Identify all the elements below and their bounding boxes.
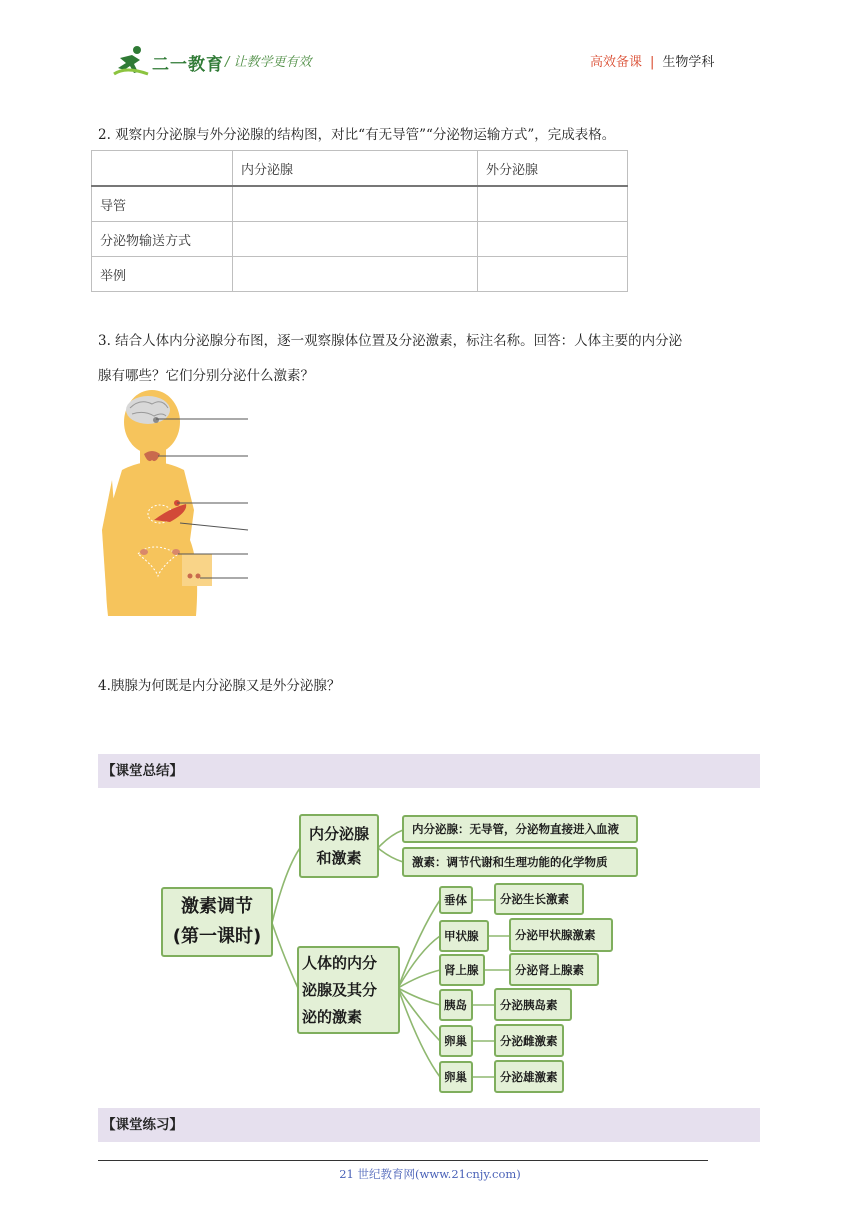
- header-separator: |: [650, 55, 655, 70]
- section-practice-heading: 【课堂练习】: [98, 1108, 760, 1142]
- mindmap-gland-node: 胰岛: [439, 989, 473, 1021]
- mindmap-hormone-node: 分泌甲状腺激素: [509, 918, 613, 952]
- mindmap-leaf-hormone-definition: 激素：调节代谢和生理功能的化学物质: [402, 847, 638, 877]
- mindmap-gland-node: 卵巢: [439, 1025, 473, 1057]
- mindmap-branch-line: 和激素: [316, 849, 362, 867]
- table-header-cell: 内分泌腺: [233, 151, 478, 187]
- brand-name: 二一教育: [152, 55, 224, 75]
- mindmap-branch-line: 人体的内分: [302, 953, 378, 972]
- table-row-label: 导管: [92, 186, 233, 222]
- mindmap-branch-line: 泌的激素: [302, 1007, 363, 1026]
- mindmap-branch-line: 泌腺及其分: [302, 980, 378, 999]
- mindmap-root-line-1: 激素调节: [181, 896, 253, 917]
- mindmap-hormone-node: 分泌胰岛素: [494, 988, 572, 1021]
- question-3-line-1: 3. 结合人体内分泌腺分布图，逐一观察腺体位置及分泌激素，标注名称。回答：人体主要的内分泌: [98, 333, 683, 349]
- table-header-cell: 外分泌腺: [478, 151, 628, 187]
- header-label-subject: 生物学科: [662, 55, 715, 70]
- mindmap-hormone-node: 分泌雌激素: [494, 1024, 564, 1057]
- mindmap-root-line-2: (第一课时): [172, 926, 262, 947]
- mindmap-gland-node: 垂体: [439, 886, 473, 914]
- question-4: 4.胰腺为何既是内分泌腺又是外分泌腺？: [98, 678, 341, 694]
- section-summary-heading: 【课堂总结】: [98, 754, 760, 788]
- mindmap-root: [161, 887, 273, 957]
- question-2: 2. 观察内分泌腺与外分泌腺的结构图，对比“有无导管”“分泌物运输方式”，完成表格。: [98, 127, 616, 143]
- mindmap-branch-line: 内分泌腺: [308, 825, 369, 843]
- table-row-label: 分泌物输送方式: [92, 222, 233, 257]
- mindmap-branch-human-glands: [297, 946, 400, 1034]
- mindmap-branch-glands-hormones: [299, 814, 379, 878]
- mindmap-hormone-node: 分泌雄激素: [494, 1060, 564, 1093]
- mindmap-gland-node: 肾上腺: [439, 954, 485, 986]
- brand-slogan: / 让教学更有效: [225, 55, 312, 70]
- mindmap-leaf-gland-definition: 内分泌腺：无导管，分泌物直接进入血液: [402, 815, 638, 843]
- mindmap-hormone-node: 分泌生长激素: [494, 883, 584, 915]
- question-3-line-2: 腺有哪些？它们分别分泌什么激素？: [98, 368, 314, 384]
- mindmap-hormone-node: 分泌肾上腺素: [509, 953, 599, 986]
- mindmap-gland-node: 卵巢: [439, 1061, 473, 1093]
- footer-divider: [98, 1160, 708, 1161]
- table-row-label: 举例: [92, 257, 233, 292]
- header-label-prep: 高效备课: [590, 55, 643, 70]
- footer-link[interactable]: 21 世纪教育网(www.21cnjy.com): [339, 1167, 521, 1181]
- mindmap-gland-node: 甲状腺: [439, 920, 489, 952]
